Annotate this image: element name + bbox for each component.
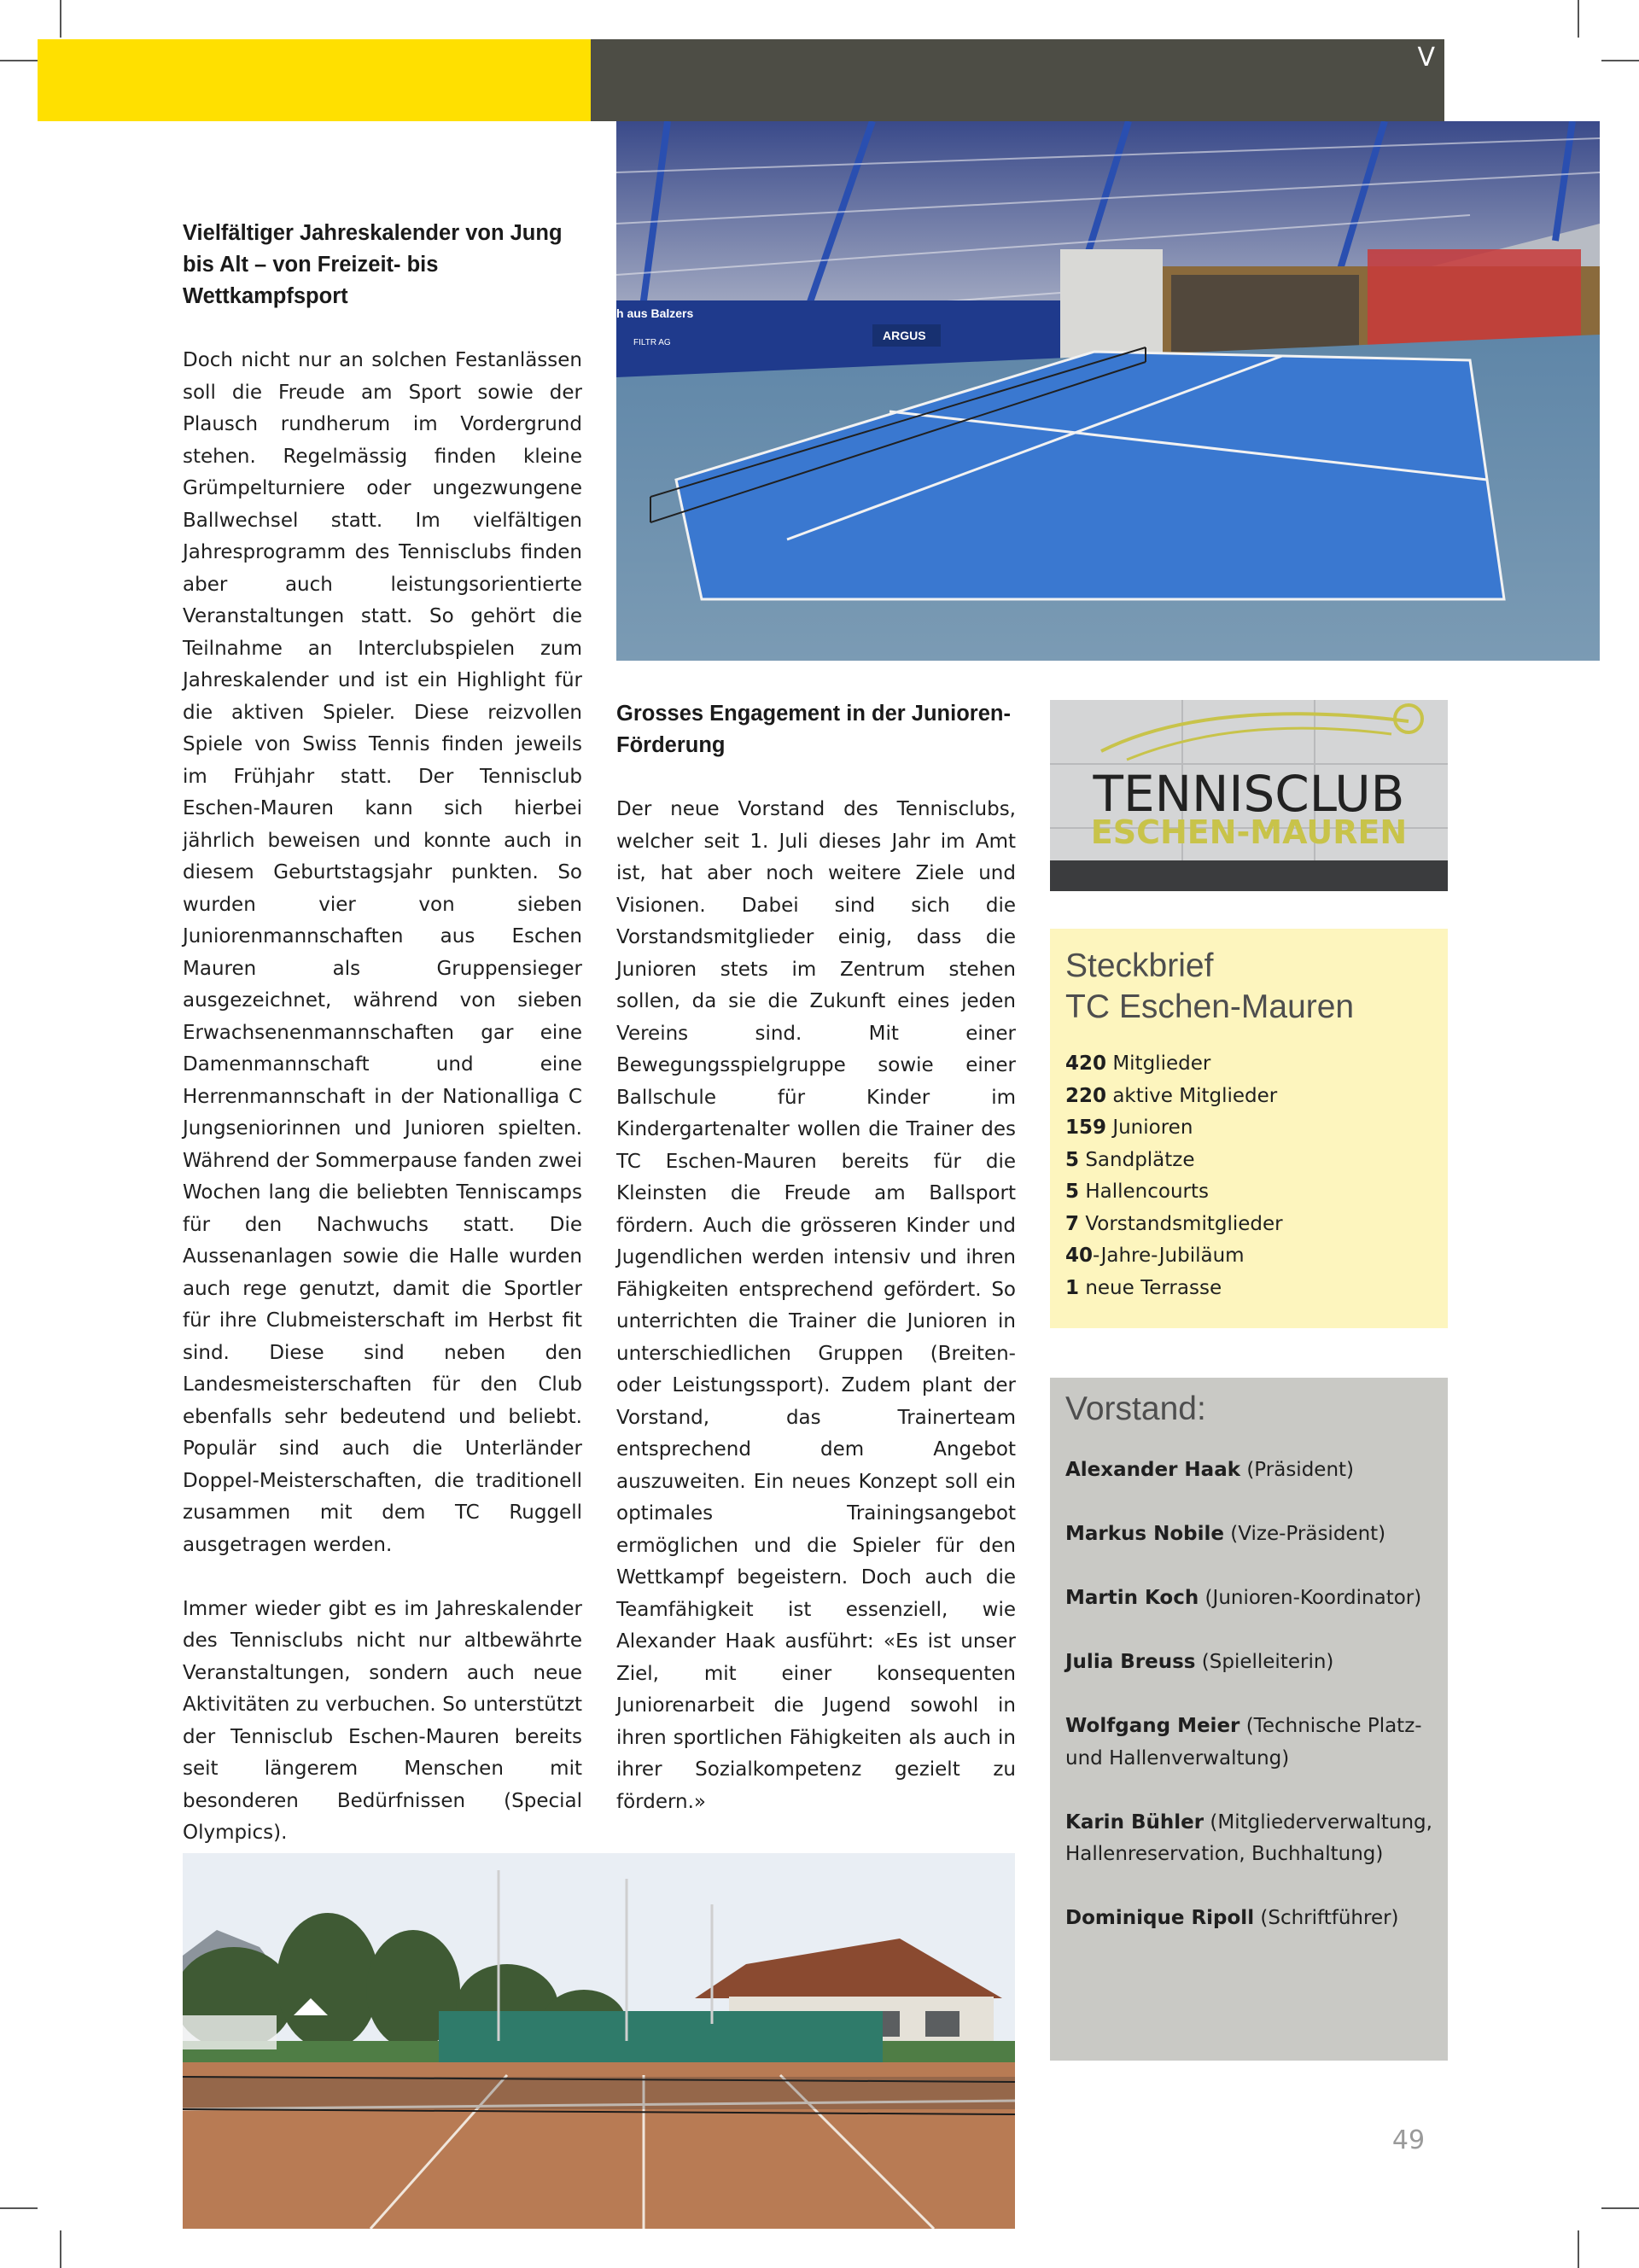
crop-mark — [1601, 2207, 1639, 2209]
member-role: (Präsident) — [1240, 1459, 1355, 1481]
member-name: Wolfgang Meier — [1065, 1715, 1240, 1737]
fact-value: 420 — [1065, 1052, 1107, 1075]
fact-item — [1065, 1209, 1432, 1241]
fact-item — [1065, 1273, 1432, 1305]
fact-value: 1 — [1065, 1276, 1080, 1299]
member-role: (Schriftführer) — [1254, 1907, 1399, 1929]
board-member — [1065, 1647, 1432, 1679]
article-paragraph: Der neue Vorstand des Tennisclubs, welcher seit 1. Juli dieses Jahr im Amt ist, hat aber noch weitere Ziele und Visionen. Dabei sind sich die Vorstandsmitglieder einig, dass die Junioren stets im Zentrum stehen sollen, da sie die Zukunft eines jeden Vereins sind. Mit einer Bewegungsspielgruppe sowie einer Ballschule für Kinder im Kindergartenalter wollen die Trainer des TC Eschen-Mauren bereits für die Kleinsten die Freude am Ballsport fördern. Auch die grösseren Kinder und Jugendlichen werden intensiv und ihren Fähigkeiten entsprechend gefördert. So unterrichten die Trainer die Junioren in unterschiedlichen Gruppen (Breiten- oder Leistungssport). Zudem plant der Vorstand, das Trainerteam entsprechend dem Angebot auszuweiten. Ein neues Konzept soll ein optimales Trainingsangebot ermöglichen und die Spieler für den Wettkampf begeistern. Doch auch die Teamfähigkeit ist essenziell, wie Alexander Haak ausführt: «Es ist unser Ziel, mit einer konsequenten Juniorenarbeit die Jugend sowohl in ihren sportlichen Fähigkeiten als auch in ihrer Sozialkompetenz gezielt zu fördern.» — [616, 798, 1016, 1813]
fact-label: Hallencourts — [1079, 1181, 1209, 1203]
article-paragraph: Doch nicht nur an solchen Festanlässen soll die Freude am Sport sowie der Plausch rundherum im Vordergrund stehen. Regelmässig finden kleine Grümpelturniere oder ungezwungene Ballwechsel statt. Im vielfältigen Jahresprogramm des Tennisclubs finden aber auch leistungsorientierte Veranstaltungen statt. So gehört die Teilnahme an Interclubspielen zum Jahreskalender und ist ein Highlight für die aktiven Spieler. Diese reizvollen Spiele von Swiss Tennis finden jeweils im Frühjahr statt. Der Tennisclub Eschen-Mauren kann sich hierbei jährlich beweisen und konnte auch in diesem Geburtstagsjahr punkten. So wurden vier von sieben Juniorenmannschaften aus Eschen Mauren als Gruppensieger ausgezeichnet, während von sieben Erwachsenenmannschaften gar eine Damenmannschaft und eine Herrenmannschaft in der Nationalliga C Jungseniorinnen und Junioren spielten. Während der Sommerpause fanden zwei Wochen lang die beliebten Tenniscamps für den Nachwuchs statt. Die Aussenanlagen sowie die Halle wurden auch rege genutzt, damit die Sportler für ihre Clubmeisterschaft im Herbst fit sind. Diese sind neben den Landesmeisterschaften für den Club ebenfalls sehr bedeutend und beliebt. Populär sind auch die Unterländer Doppel-Meisterschaften, die traditionell zusammen mit dem TC Ruggell ausgetragen werden. — [183, 349, 582, 1556]
fact-item — [1065, 1048, 1432, 1081]
member-role: (Vize-Präsident) — [1224, 1523, 1386, 1545]
vorstand-title: Vorstand: — [1065, 1391, 1206, 1427]
steckbrief-box — [1050, 929, 1448, 1328]
fact-value: 5 — [1065, 1181, 1080, 1203]
fact-value: 159 — [1065, 1117, 1107, 1139]
board-member — [1065, 1519, 1432, 1551]
member-role: (Technische Platz- und Hallenverwaltung) — [1065, 1715, 1422, 1770]
board-member — [1065, 1903, 1432, 1935]
steckbrief-title-line-1: Steckbrief — [1065, 947, 1214, 984]
fact-item — [1065, 1145, 1432, 1177]
hall-banner-left: h aus Balzers — [616, 306, 694, 320]
crop-mark — [60, 0, 61, 38]
board-member — [1065, 1711, 1432, 1775]
member-name: Alexander Haak — [1065, 1459, 1241, 1481]
tennisclub-logo-sign — [1050, 700, 1448, 891]
hall-banner-small: FILTR AG — [633, 338, 671, 347]
member-role: (Junioren-Koordinator) — [1199, 1587, 1422, 1609]
steckbrief-title-line-2: TC Eschen-Mauren — [1065, 988, 1355, 1025]
fact-value: 220 — [1065, 1084, 1107, 1107]
left-column-heading: Vielfältiger Jahreskalender von Jung bis Alt – von Freizeit- bis Wettkampfsport — [183, 221, 563, 308]
outdoor-clay-courts-photo — [183, 1853, 1015, 2229]
board-member — [1065, 1807, 1432, 1871]
logo-line-1: TENNISCLUB — [1093, 765, 1405, 823]
crop-mark — [1578, 2230, 1579, 2268]
fact-label: Mitglieder — [1106, 1052, 1211, 1075]
indoor-tennis-hall-photo — [616, 121, 1600, 661]
fact-item — [1065, 1240, 1432, 1273]
middle-article-column — [616, 698, 1016, 1851]
fact-label: Junioren — [1106, 1117, 1193, 1139]
member-name: Martin Koch — [1065, 1587, 1199, 1609]
member-role: (Spielleiterin) — [1195, 1651, 1334, 1673]
fact-label: neue Terrasse — [1079, 1276, 1222, 1299]
steckbrief-title — [1065, 946, 1432, 1028]
fact-value: 40 — [1065, 1245, 1094, 1267]
board-member — [1065, 1583, 1432, 1615]
fact-label: aktive Mitglieder — [1106, 1084, 1278, 1107]
member-name: Markus Nobile — [1065, 1523, 1224, 1545]
crop-mark — [1578, 0, 1579, 38]
fact-label: Vorstandsmitglieder — [1079, 1212, 1283, 1235]
fact-item — [1065, 1176, 1432, 1209]
fact-label: -Jahre-Jubiläum — [1093, 1245, 1245, 1267]
fact-item — [1065, 1081, 1432, 1113]
board-member — [1065, 1455, 1432, 1487]
fact-value: 5 — [1065, 1148, 1080, 1171]
vorstand-box — [1050, 1378, 1448, 2061]
middle-column-heading: Grosses Engagement in der Junioren-Förderung — [616, 702, 1011, 757]
member-name: Dominique Ripoll — [1065, 1907, 1255, 1929]
member-role: (Mitgliederverwaltung, Hallenreservation, Buchhaltung) — [1065, 1810, 1432, 1865]
left-article-column — [183, 218, 582, 1881]
member-name: Julia Breuss — [1065, 1651, 1196, 1673]
fact-value: 7 — [1065, 1212, 1080, 1235]
member-name: Karin Bühler — [1065, 1810, 1204, 1834]
crop-mark — [60, 2230, 61, 2268]
fact-item — [1065, 1112, 1432, 1145]
hall-banner-sponsor: ARGUS — [883, 329, 926, 342]
article-paragraph: Immer wieder gibt es im Jahreskalender des Tennisclubs nicht nur altbewährte Veranstaltungen, sondern auch neue Aktivitäten zu verbuchen. So unterstützt der Tennisclub Eschen-Mauren bereits seit längerem Menschen mit besonderen Bedürfnissen (Special Olympics). — [183, 1597, 582, 1844]
crop-mark — [0, 2207, 38, 2209]
section-label: VEREINE — [1417, 43, 1612, 73]
logo-line-2: ESCHEN-MAUREN — [1090, 813, 1408, 851]
page-number: 49 — [1391, 2125, 1426, 2155]
fact-label: Sandplätze — [1079, 1148, 1195, 1171]
